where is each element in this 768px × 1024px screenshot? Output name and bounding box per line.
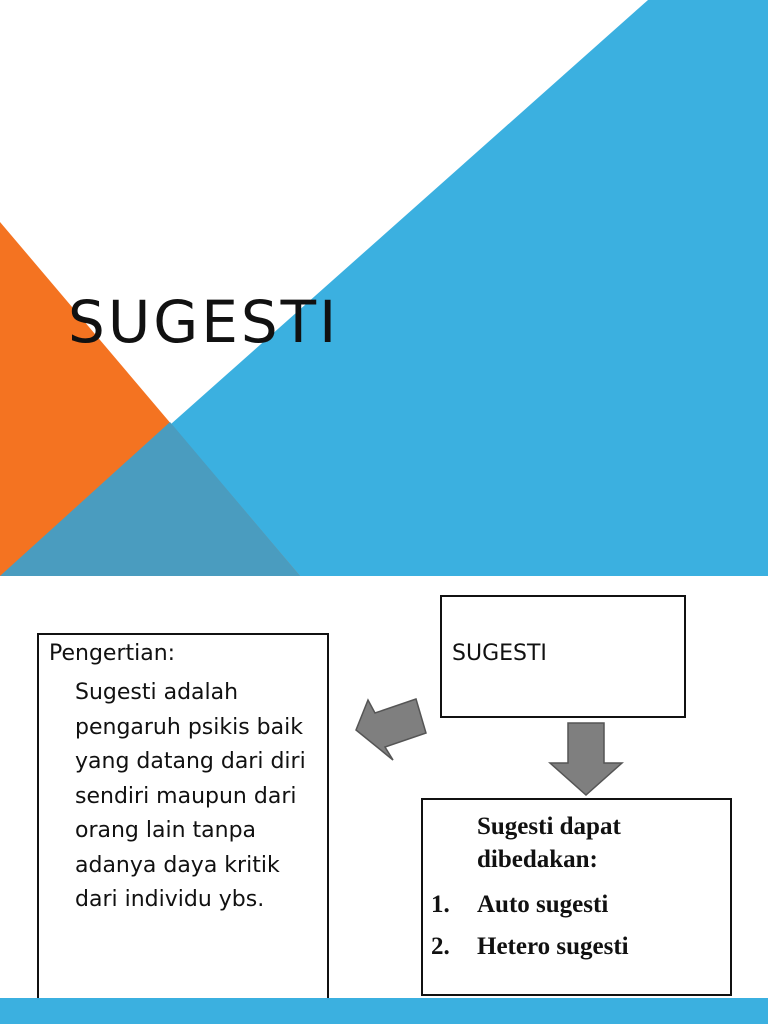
list-label: Hetero sugesti	[477, 933, 629, 960]
sugesti-label: SUGESTI	[452, 641, 547, 666]
types-intro: Sugesti dapat dibedakan:	[477, 813, 621, 873]
types-list	[431, 884, 722, 968]
bottom-accent-bar	[0, 998, 768, 1024]
types-box	[421, 798, 732, 996]
types-list-item	[431, 884, 722, 926]
list-number: 2.	[431, 933, 450, 960]
definition-box	[37, 633, 329, 1013]
slide-separator	[0, 576, 768, 586]
slide-title: SUGESTI	[68, 288, 340, 356]
arrow-left-down-icon	[350, 694, 430, 766]
arrow-down-icon	[548, 721, 624, 797]
content-slide	[0, 586, 768, 1024]
definition-text: Sugesti adalah pengaruh psikis baik yang datang dari diri sendiri maupun dari orang lain tanpa adanya daya kritik dari individu ybs.	[75, 680, 306, 912]
list-number: 1.	[431, 891, 450, 918]
list-label: Auto sugesti	[477, 891, 609, 918]
sugesti-box	[440, 595, 686, 718]
definition-heading: Pengertian:	[49, 641, 176, 666]
types-list-item	[431, 926, 722, 968]
